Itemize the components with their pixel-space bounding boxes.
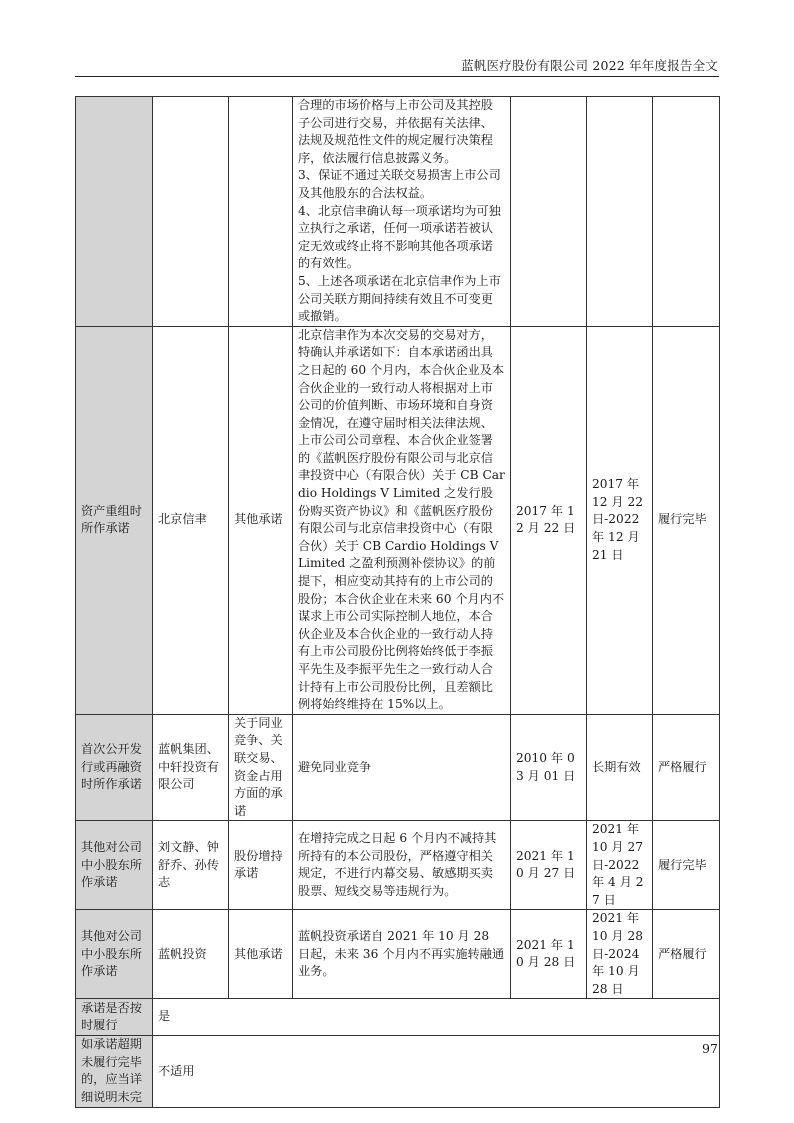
status-cell: 严格履行 — [653, 714, 720, 821]
report-header-title: 蓝帆医疗股份有限公司 2022 年年度报告全文 — [461, 58, 718, 73]
category-cell: 其他对公司中小股东所作承诺 — [76, 821, 153, 910]
category-cell: 资产重组时所作承诺 — [76, 326, 153, 714]
table-row — [76, 714, 720, 821]
content-cell: 在增持完成之日起 6 个月内不减持其所持有的本公司股份，严格遵守相关规定，不进行内幕交易、敏感期买卖股票、短线交易等违规行为。 — [293, 821, 511, 910]
table-row-on-time — [76, 999, 720, 1036]
category-cell — [76, 97, 153, 327]
content-para: 3、保证不通过关联交易损害上市公司及其他股东的合法权益。 — [298, 168, 501, 200]
on-time-label: 承诺是否按时履行 — [76, 999, 153, 1036]
term-cell: 2021 年 10 月 28 日-2024 年 10 月 28 日 — [587, 910, 653, 999]
type-cell: 关于同业竞争、关联交易、资金占用方面的承诺 — [229, 714, 293, 821]
party-cell: 蓝帆集团、中轩投资有限公司 — [153, 714, 229, 821]
content-para: 5、上述各项承诺在北京信聿作为上市公司关联方期间持续有效且不可变更或撤销。 — [298, 273, 501, 324]
term-cell: 2021 年 10 月 27 日-2022 年 4 月 27 日 — [587, 821, 653, 910]
table-row-overdue — [76, 1036, 720, 1107]
content-para: 4、北京信聿确认每一项承诺均为可独立执行之承诺，任何一项承诺若被认定无效或终止将不影响其他各项承诺的有效性。 — [298, 203, 501, 271]
date-cell: 2010 年 03 月 01 日 — [511, 714, 587, 821]
overdue-label: 如承诺超期未履行完毕的，应当详细说明未完 — [76, 1036, 153, 1107]
date-cell: 2017 年 12 月 22 日 — [511, 326, 587, 714]
table-row — [76, 821, 720, 910]
date-cell: 2021 年 10 月 27 日 — [511, 821, 587, 910]
date-cell — [511, 97, 587, 327]
table-row — [76, 97, 720, 327]
on-time-value: 是 — [153, 999, 720, 1036]
type-cell: 其他承诺 — [229, 910, 293, 999]
page-number: 97 — [702, 1041, 718, 1056]
status-cell: 严格履行 — [653, 910, 720, 999]
status-cell — [653, 97, 720, 327]
content-para: 合理的市场价格与上市公司及其控股子公司进行交易，并依据有关法律、法规及规范性文件的规定履行决策程序，依法履行信息披露义务。 — [298, 98, 493, 165]
party-cell: 北京信聿 — [153, 326, 229, 714]
table-row — [76, 910, 720, 999]
content-cell — [293, 97, 511, 327]
status-cell: 履行完毕 — [653, 326, 720, 714]
type-cell — [229, 97, 293, 327]
category-cell: 其他对公司中小股东所作承诺 — [76, 910, 153, 999]
term-cell — [587, 97, 653, 327]
category-cell: 首次公开发行或再融资时所作承诺 — [76, 714, 153, 821]
party-cell: 蓝帆投资 — [153, 910, 229, 999]
status-cell: 履行完毕 — [653, 821, 720, 910]
content-cell: 蓝帆投资承诺自 2021 年 10 月 28 日起，未来 36 个月内不再实施转融通业务。 — [293, 910, 511, 999]
party-cell: 刘文静、钟舒乔、孙传志 — [153, 821, 229, 910]
date-cell: 2021 年 10 月 28 日 — [511, 910, 587, 999]
overdue-value: 不适用 — [153, 1036, 720, 1107]
header-rule — [75, 76, 719, 77]
term-cell: 2017 年 12 月 22 日-2022 年 12 月 21 日 — [587, 326, 653, 714]
type-cell: 其他承诺 — [229, 326, 293, 714]
term-cell: 长期有效 — [587, 714, 653, 821]
content-cell: 避免同业竞争 — [293, 714, 511, 821]
type-cell: 股份增持承诺 — [229, 821, 293, 910]
table-row — [76, 326, 720, 714]
party-cell — [153, 97, 229, 327]
content-cell: 北京信聿作为本次交易的交易对方，特确认并承诺如下：自本承诺函出具之日起的 60 个月内，本合伙企业及本合伙企业的一致行动人将根据对上市公司的价值判断、市场环境和自身资金情况，在遵守届时相关法律法规、上市公司公司章程、本合伙企业签署的《蓝帆医疗股份有限公司与北京信聿投资中心（有限合伙）关于 CB Cardio Holdings V Limited 之发行股份购买资产协议》和《蓝帆医疗股份有限公司与北京信聿投资中心（有限合伙）关于 CB Cardio Holdings V Limited 之盈利预测补偿协议》的前提下，相应变动其持有的上市公司的股份；本合伙企业在未来 60 个月内不谋求上市公司实际控制人地位，本合伙企业及本合伙企业的一致行动人持有上市公司股份比例将始终低于李振平先生及李振平先生之一致行动人合计持有上市公司股份比例，且差额比例将始终维持在 15%以上。 — [293, 326, 511, 714]
commitments-table — [75, 96, 720, 1108]
